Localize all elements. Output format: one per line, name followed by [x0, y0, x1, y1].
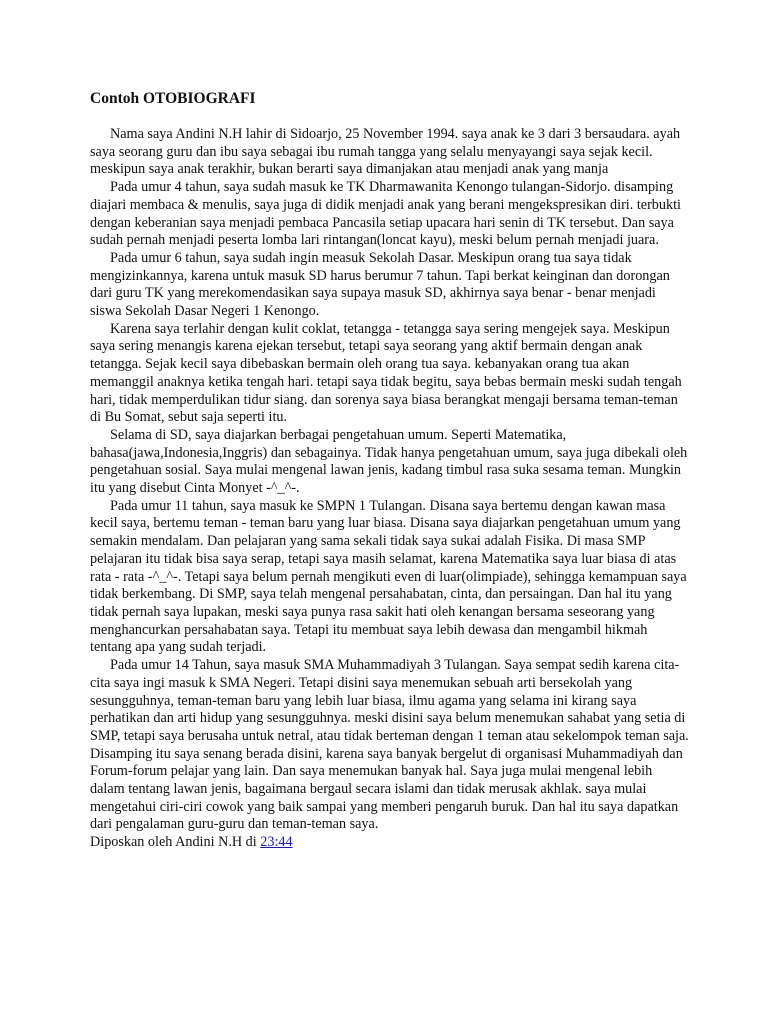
paragraph-intro: Nama saya Andini N.H lahir di Sidoarjo, 25 November 1994. saya anak ke 3 dari 3 bersaudara. ayah saya seorang guru dan ibu saya sebagai ibu rumah tangga yang selalu menyayangi saya sejak kecil. meskipun saya anak terakhir, bukan berarti saya dimanjakan atau menjadi anak yang manja [90, 126, 681, 178]
paragraph-tk: Pada umur 4 tahun, saya sudah masuk ke TK Dharmawanita Kenongo tulangan-Sidorjo. disamping diajari membaca & menulis, saya juga di didik menjadi anak yang berani mengekspresikan diri. terbukti dengan keberanian saya menjadi pembaca Pancasila setiap upacara hari senin di TK tersebut. Dan saya sudah pernah menjadi peserta lomba lari rintangan(loncat kayu), meski belum pernah menjadi juara. [90, 179, 681, 249]
document-title: Contoh OTOBIOGRAFI [90, 90, 256, 107]
paragraph-childhood: Karena saya terlahir dengan kulit coklat, tetangga - tetangga saya sering mengejek saya. Meskipun saya sering menangis karena ejekan tersebut, tetapi saya seorang yang aktif bermain dengan anak tetangga. Sejak kecil saya dibebaskan bermain oleh orang tua saya. kebanyakan orang tua akan memanggil anaknya ketika tengah hari. tetapi saya tidak begitu, saya bebas bermain meski sudah tengah hari, tidak memperdulikan tidur siang. dan sorenya saya biasa berangkat mengaji bersama teman-teman di Bu Somat, sebut saja seperti itu. [90, 320, 682, 426]
post-time-link[interactable]: 23:44 [260, 834, 293, 851]
post-signature [90, 834, 690, 852]
paragraph-sma: Pada umur 14 Tahun, saya masuk SMA Muhammadiyah 3 Tulangan. Saya sempat sedih karena cita-cita saya ingi masuk k SMA Negeri. Tetapi disini saya menemukan sebuah arti bersekolah yang sesungguhnya, teman-teman baru yang lebih luar biasa, ilmu agama yang selama ini kirang saya perhatikan dan arti hidup yang sesungguhnya. meski disini saya belum menemukan sahabat yang setia di SMP, tetapi saya berusaha untuk netral, atau tidak berteman dengan 1 teman atau sekelompok teman saja. Disamping itu saya senang berada disini, karena saya banyak bergelut di organisasi Muhammadiyah dan Forum-forum pelajar yang lain. Dan saya menemukan banyak hal. Saya juga mulai mengenal lebih dalam tentang lawan jenis, bagaimana bergaul secara islami dan tidak merusak akhlak. saya mulai mengetahui ciri-ciri cowok yang baik sampai yang memberi pengaruh buruk. Dan hal itu saya dapatkan dari pengalaman guru-guru dan teman-teman saya. [90, 657, 689, 833]
paragraph-sd-entry: Pada umur 6 tahun, saya sudah ingin measuk Sekolah Dasar. Meskipun orang tua saya tidak mengizinkannya, karena untuk masuk SD harus berumur 7 tahun. Tapi berkat keinginan dan dorongan dari guru TK yang merekomendasikan saya supaya masuk SD, akhirnya saya benar - benar menjadi siswa Sekolah Dasar Negeri 1 Kenongo. [90, 249, 670, 320]
paragraph-sd: Selama di SD, saya diajarkan berbagai pengetahuan umum. Seperti Matematika, bahasa(jawa,Indonesia,Inggris) dan sebagainya. Tidak hanya pengetahuan umum, saya juga dibekali oleh pengetahuan sosial. Saya mulai mengenal lawan jenis, kadang timbul rasa suka sesama teman. Mungkin itu yang disebut Cinta Monyet -^_^-. [90, 426, 688, 497]
document-body [90, 90, 690, 852]
paragraph-smp: Pada umur 11 tahun, saya masuk ke SMPN 1 Tulangan. Disana saya bertemu dengan kawan masa kecil saya, bertemu teman - teman baru yang luar biasa. Disana saya diajarkan pengetahuan umum yang semakin mendalam. Dan pelajaran yang sama sekali tidak saya sukai adalah Fisika. Di masa SMP pelajaran itu tidak bisa saya serap, tetapi saya masih selamat, karena Matematika saya luar biasa di atas rata - rata -^_^-. Tetapi saya belum pernah mengikuti even di luar(olimpiade), sehingga kemampuan saya tidak berkembang. Di SMP, saya telah mengenal persahabatan, cinta, dan persaingan. Dan hal itu yang tidak pernah saya lupakan, meski saya punya rasa sakit hati oleh kenangan bersama seseorang yang menghancurkan persahabatan saya. Tetapi itu membuat saya lebih dewasa dan mengambil hikmah tentang apa yang sudah terjadi. [90, 497, 687, 656]
posted-by-label: Diposkan oleh Andini N.H di [90, 834, 257, 851]
